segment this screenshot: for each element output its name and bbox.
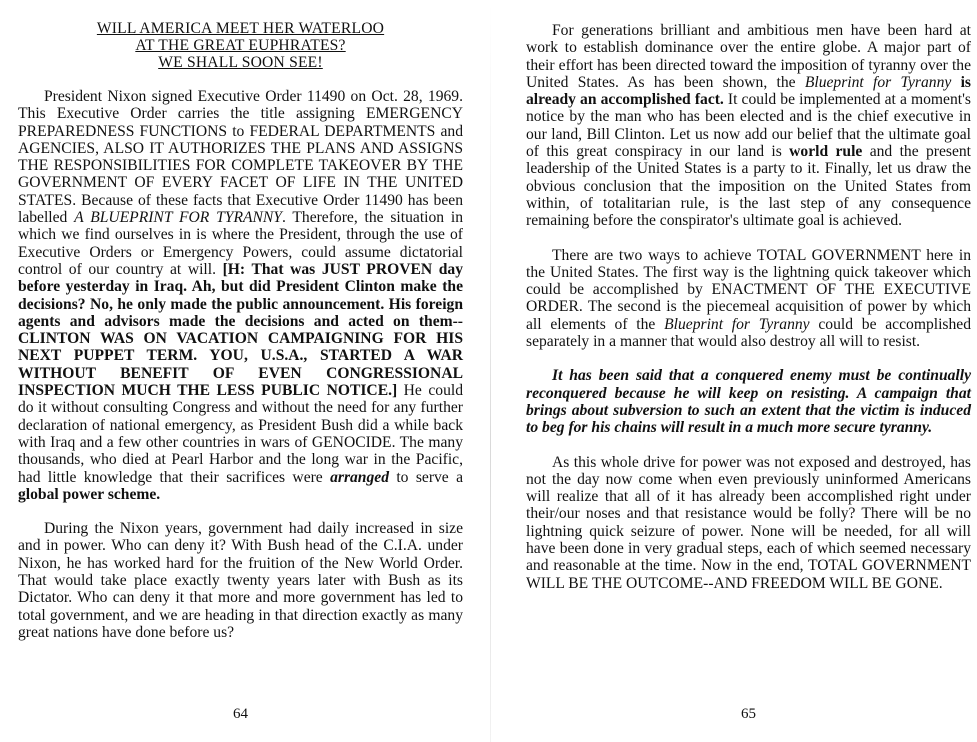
right-paragraph-1: [526, 22, 971, 230]
bold-italic-quote: It has been said that a conquered enemy must be continually reconquered because he will keep on resisting. A campaign that brings about subversion to such an extent that the victim is induced to beg for his chains will result in a much more secure tyranny.: [526, 367, 971, 437]
text-segment: and the present leadership of the United States is a party to it. Finally, let us draw the obvious conclusion that the imposition on the United States from within, of totalitarian rule, is the last step of any consequence remaining before the conspirator's ultimate goal is achieved.: [526, 143, 971, 230]
left-paragraph-2: During the Nixon years, government had daily increased in size and in power. Who can deny it? With Bush head of the C.I.A. under Nixon, he has worked hard for the fruition of the New World Order. That would take place exactly twenty years later with Bush as its Dictator. Who can deny it that more and more government has led to total government, and we are heading in that direction exactly as many great nations have done before us?: [18, 520, 463, 641]
text-segment: to serve a: [389, 468, 463, 486]
title-line-3: WE SHALL SOON SEE!: [158, 54, 323, 71]
page-number-right: 65: [741, 706, 756, 722]
right-paragraph-3: [526, 367, 971, 436]
bold-phrase: global power scheme.: [18, 485, 161, 503]
right-paragraph-2: [526, 247, 971, 351]
text-segment: President Nixon signed Executive Order 11490 on Oct. 28, 1969. This Executive Order carries the title assigning EMERGENCY PREPAREDNESS FUNCTIONS to FEDERAL DEPARTMENTS and AGENCIES, ALSO IT AUTHORIZES THE PLANS AND ASSIGNS THE RESPONSIBILITIES FOR COMPLETE TAKEOVER BY THE GOVERNMENT OF EVERY FACET OF LIFE IN THE UNITED STATES. Because of these facts that Executive Order 11490 has been labelled: [18, 88, 463, 227]
text-segment: could be accomplished separately in a manner that would also destroy all will to resist.: [526, 315, 971, 351]
text-segment: There are two ways to achieve TOTAL GOVERNMENT here in the United States. The first way is the lightning quick takeover which could be accomplished by ENACTMENT OF THE EXECUTIVE ORDER. The second is the piecemeal acquisition of power by which all elements of the: [526, 246, 971, 333]
title-line-1: WILL AMERICA MEET HER WATERLOO: [96, 20, 385, 37]
bold-phrase: world rule: [789, 143, 863, 161]
left-paragraph-1: [18, 88, 463, 503]
page-number-left: 64: [233, 706, 248, 722]
italic-phrase: Blueprint for Tyranny: [804, 73, 952, 91]
right-page: [526, 0, 971, 742]
book-gutter: [490, 0, 491, 742]
italic-phrase: Blueprint for Tyranny: [664, 315, 810, 333]
bold-phrase: is already an accomplished fact.: [526, 73, 971, 109]
bold-italic-word: arranged: [330, 468, 389, 486]
title-line-2: AT THE GREAT EUPHRATES?: [135, 37, 346, 54]
left-page: [18, 0, 463, 742]
chapter-title: [18, 20, 463, 71]
right-paragraph-4: As this whole drive for power was not exposed and destroyed, has not the day now come when even previously uninformed Americans will realize that all of it has already been accomplished right under their/our noses and that resistance would be folly? There will be no lightning quick seizure of power. None will be needed, for all will have been done in very gradual steps, each of which seemed necessary and reasonable at the time. Now in the end, TOTAL GOVERNMENT WILL BE THE OUTCOME--AND FREEDOM WILL BE GONE.: [526, 453, 971, 592]
bold-commentary: [H: That was JUST PROVEN day before yesterday in Iraq. Ah, but did President Clinton make the decisions? No, he only made the public announcement. His foreign agents and advisors made the decisions and acted on them--CLINTON WAS ON VACATION CAMPAIGNING FOR HIS NEXT PUPPET TERM. YOU, U.S.A., STARTED A WAR WITHOUT BENEFIT OF EVEN CONGRESSIONAL INSPECTION MUCH THE LESS PUBLIC NOTICE.]: [18, 260, 463, 400]
text-segment: . Therefore, the situation in which we find ourselves in is where the President, through the use of Executive Orders or Emergency Powers, could assume dictatorial control of our country at will.: [18, 209, 463, 278]
text-segment: He could do it without consulting Congress and without the need for any further declaration of national emergency, as President Bush did a while back with Iraq and a few other countries in wars of GENOCIDE. The many thousands, who died at Pearl Harbor and the long war in the Pacific, had little knowledge that their sacrifices were: [18, 382, 463, 486]
text-segment: It could be implemented at a moment's notice by the man who has been elected and is the chief executive in our land, Bill Clinton. Let us now add our belief that the ultimate goal of this great conspiracy in our land is: [526, 91, 971, 161]
text-segment: For generations brilliant and ambitious men have been hard at work to establish dominance over the entire globe. A major part of their effort has been directed toward the imposition of tyranny over the United States. As has been shown, the: [526, 22, 971, 91]
italic-phrase: A BLUEPRINT FOR TYRANNY: [74, 209, 282, 227]
